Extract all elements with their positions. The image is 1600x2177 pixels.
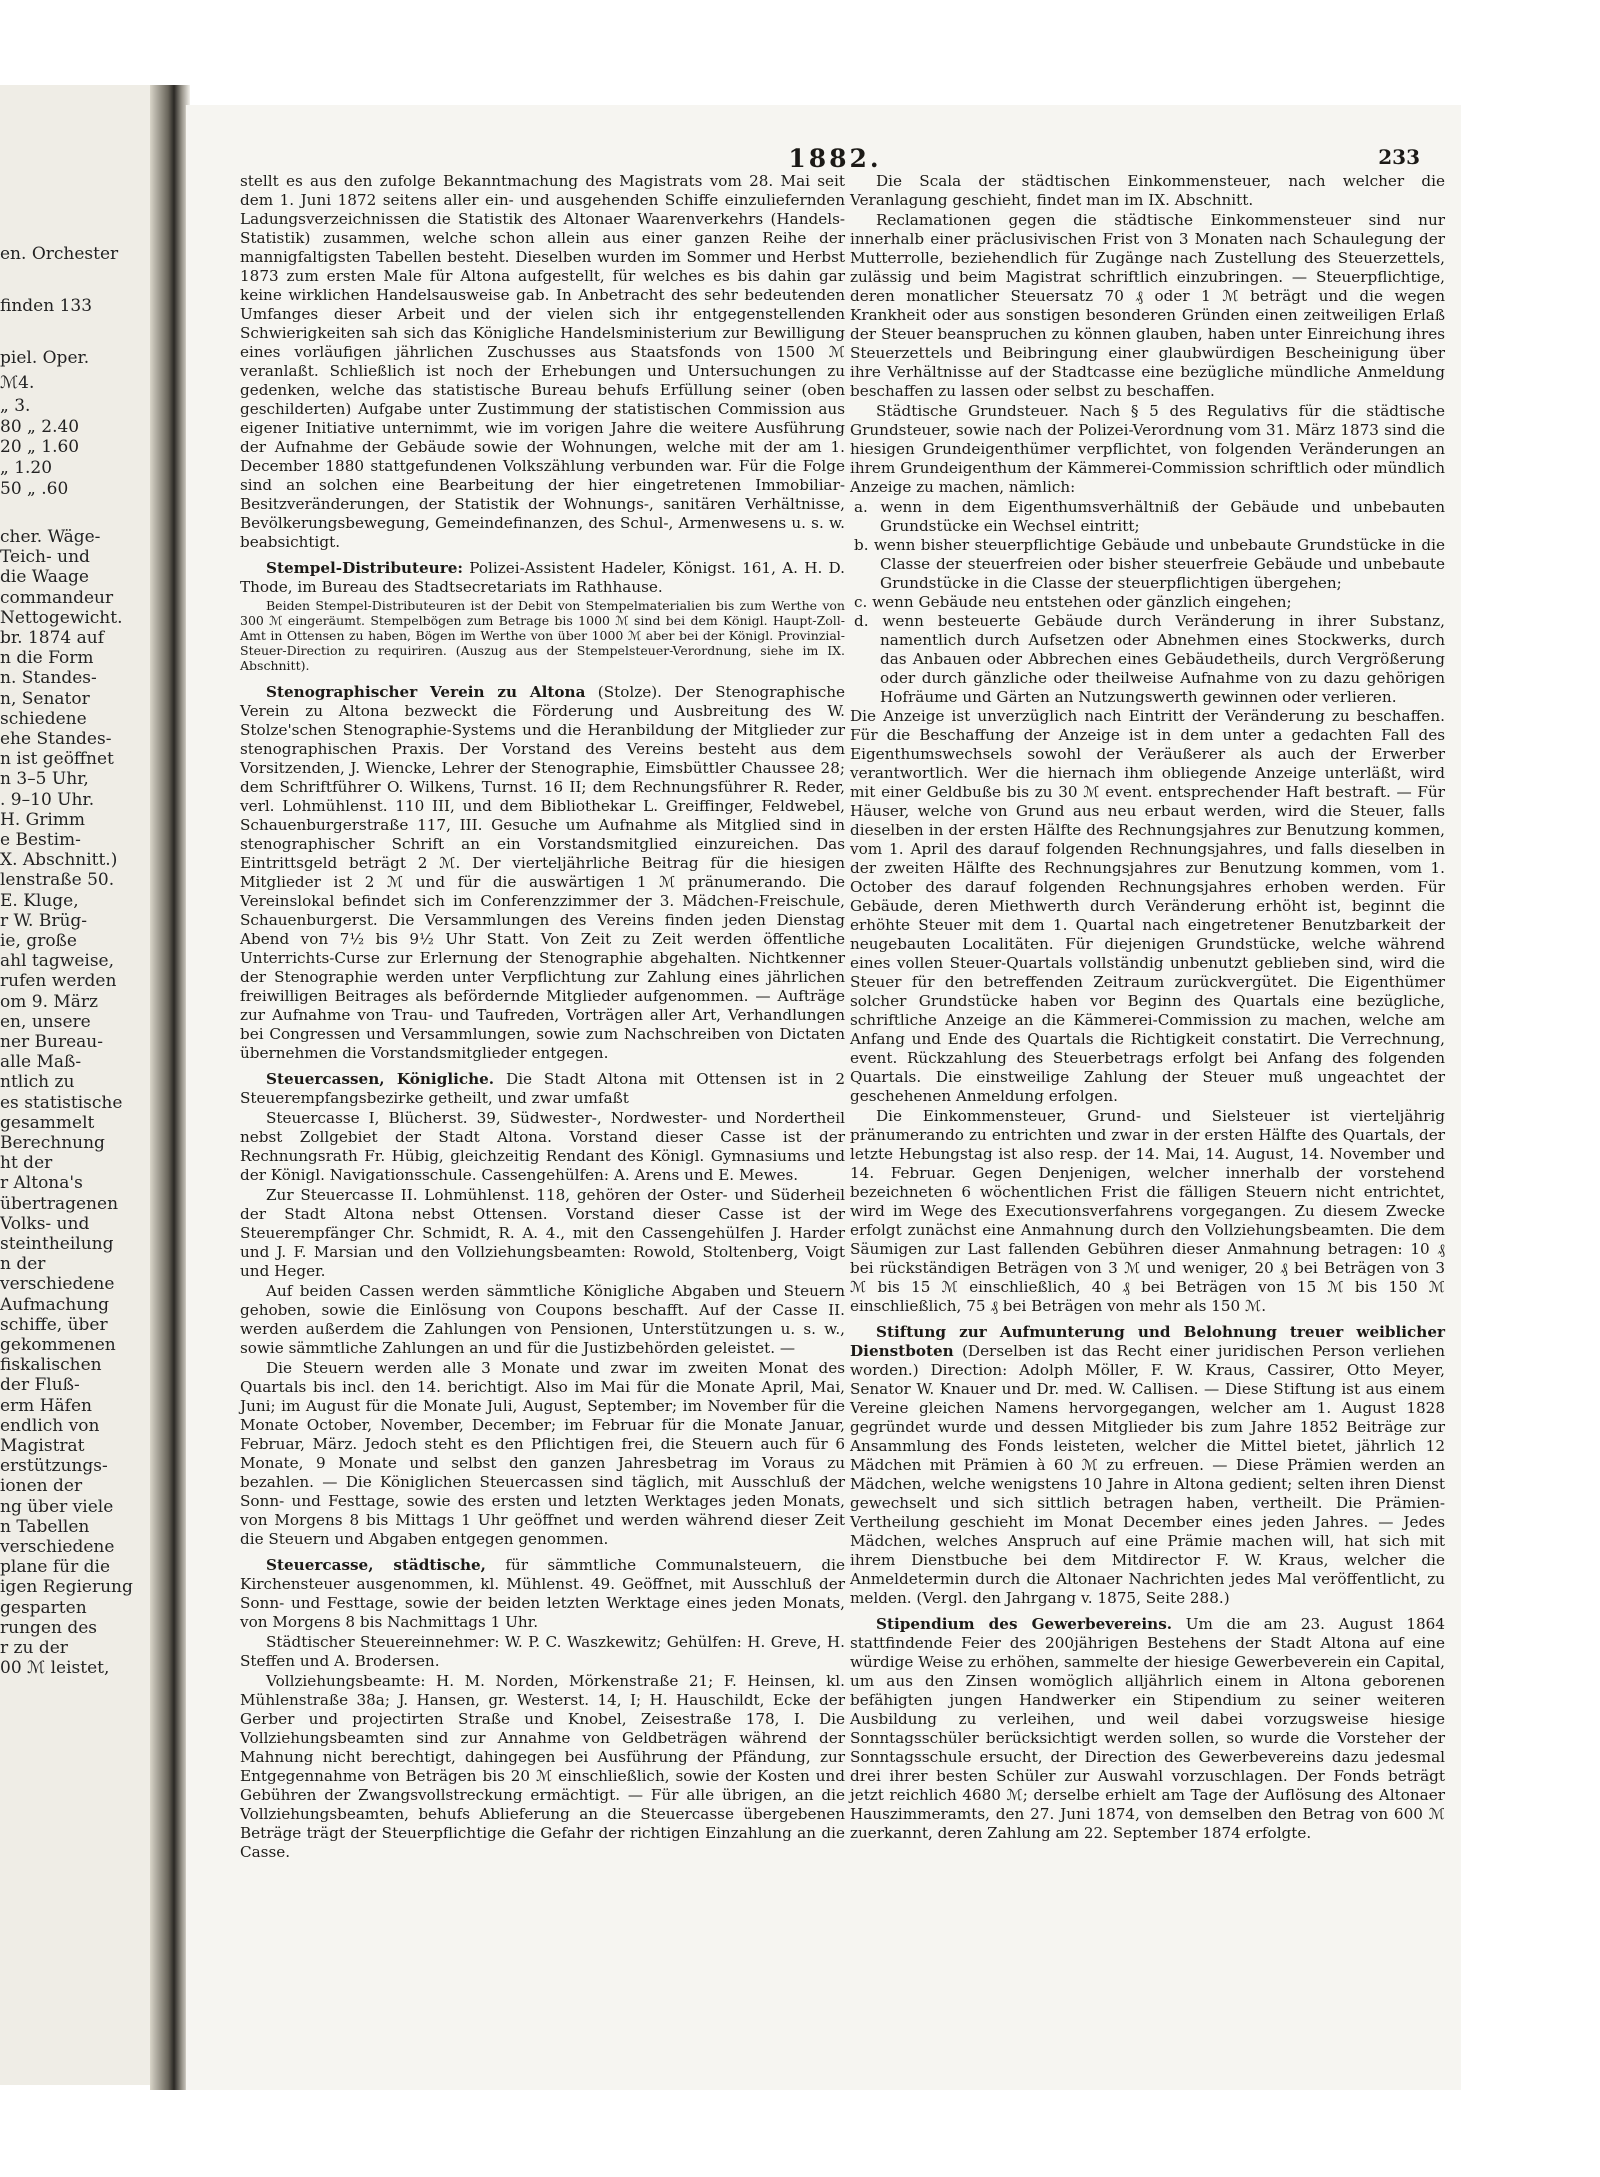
einkommensteuer-paragraph: Die Einkommensteuer, Grund- und Sielsteuer ist vierteljährig pränumerando zu entrichten und zwar in der ersten Hälfte des Quartals, der letzte Hebungstag ist also resp. der 14. Mai, 14. August, 14. November und 14. Februar. Gegen Denjenigen, welcher innerhalb der vorstehend bezeichneten 6 wöchentlichen Frist die fälligen Steuern nicht entrichtet, wird im Wege des Executionsverfahrens vorgegangen. Zu diesem Zwecke erfolgt zunächst eine Anmahnung durch den Vollziehungsbeamten. Die dem Säumigen zur Last fallenden Gebühren dieser Anmahnung betragen: 10 ₰ bei rückständigen Beträgen von 3 ℳ und weniger, 20 ₰ bei Beträgen von 3 ℳ bis 15 ℳ einschließlich, 40 ₰ bei Beträgen von 15 ℳ bis 150 ℳ einschließlich, 75 ₰ bei Beträgen von mehr als 150 ℳ. [850,1107,1445,1315]
prev-page-line: Volks- und [0,1213,90,1234]
list-item: a. wenn in dem Eigenthumsverhältniß der Gebäude und unbebauten Grundstücke ein Wechsel eintritt; [854,498,1445,535]
staedtische-steuercasse-body: für sämmtliche Communalsteuern, die Kirchensteuer ausgenommen, kl. Mühlenst. 49. Geöffnet, mit Ausschluß der Sonn- und Festtage, sowie der beiden letzten Werktage eines jeden Monats, von Morgens 8 bis Nachmittags 1 Uhr. [240,1556,846,1631]
stempel-heading: Stempel-Distributeure: [266,559,463,577]
prev-page-line: gesparten [0,1597,87,1618]
prev-page-line: rufen werden [0,971,117,992]
prev-page-line: lenstraße 50. [0,870,115,891]
scala-paragraph: Die Scala der städtischen Einkommensteuer, nach welcher die Veranlagung geschieht, findet man im IX. Abschnitt. [850,172,1445,209]
prev-page-line: „ 3. [0,396,31,416]
prev-page-line: n der [0,1254,46,1275]
prev-page-line: gekommenen [0,1335,116,1355]
steuercassen-entry [240,1070,845,1108]
page-number: 233 [1378,145,1420,169]
prev-page-line: „ 1.20 [0,458,53,478]
prev-page-line: e Bestim- [0,830,81,850]
prev-page-line: r zu der [0,1638,68,1658]
prev-page-line: verschiedene [0,1274,115,1295]
stiftung-entry [850,1323,1445,1608]
anzeige-paragraph: Die Anzeige ist unverzüglich nach Eintritt der Veränderung zu beschaffen. Für die Beschaffung der Anzeige ist in dem unter a gedachten Fall des Eigenthumswechsels sowohl der Veräußerer als auch der Erwerber verantwortlich. Wer die hiernach ihm obliegende Anzeige unterläßt, wird mit einer Geldbuße bis zu 30 ℳ event. entsprechender Haft bestraft. — Für Häuser, welche von Grund aus neu erbaut werden, wird die Steuer, falls dieselben in der ersten Hälfte des Rechnungsjahres zur Benutzung kommen, vom 1. April des darauf folgenden Rechnungsjahres, und falls dieselben in der zweiten Hälfte des Rechnungsjahres zur Benutzung kommen, vom 1. October des darauf folgenden Rechnungsjahres erhoben werden. Für Gebäude, deren Miethwerth durch Veränderung erhöht ist, beginnt die erhöhte Steuer mit dem 1. Quartal nach eingetretener Benutzbarkeit der neugebauten Localitäten. Für diejenigen Grundstücke, welche während eines vollen Steuer-Quartals vollständig unbenutzt geblieben sind, wird die Steuer für den betreffenden Zeitraum zurückvergütet. Die Eigenthümer solcher Grundstücke haben vor Beginn des Quartals eine bezügliche, schriftliche Anzeige an die Kämmerei-Commission zu machen, welche am Anfang und Ende des Quartals die Richtigkeit constatirt. Die Verrechnung, event. Rückzahlung des Steuerbetrags erfolgt bei Anfang des folgenden Quartals. Die einstweilige Zahlung der Steuer muß ungeachtet der geschehenen Anmeldung erfolgen. [850,707,1445,1105]
prev-page-line: verschiedene [0,1537,115,1557]
stempel-note: Beiden Stempel-Distributeuren ist der Debit von Stempelmaterialien bis zum Werthe von 300 ℳ eingeräumt. Stempelbögen zum Betrage bis 1000 ℳ sind bei dem Königl. Haupt-Zoll-Amt in Ottensen zu haben, Bögen im Werthe von über 1000 ℳ aber bei der Königl. Provinzial-Steuer-Direction zu requiriren. (Auszug aus der Stempelsteuer-Verordnung, siehe im IX. Abschnitt). [240,598,845,673]
prev-page-line: der Fluß- [0,1375,80,1396]
prev-page-line: ntlich zu [0,1072,75,1093]
steno-body: (Stolze). Der Stenographische Verein zu Altona bezweckt die Förderung und Ausbreitung des W. Stolze'schen Stenographie-Systems und die Heranbildung der Mitglieder zur stenographischen Praxis. Der Vorstand des Vereins besteht aus dem Vorsitzenden, J. Wiencke, Lehrer der Stenographie, Eimsbüttler Chaussee 28; dem Schriftführer O. Wilkens, Turnst. 16 II; dem Rechnungsführer R. Reder, verl. Lohmühlenst. 110 III, und dem Bibliothekar L. Greiffinger, Feldwebel, Schauenburgerstraße 117, III. Gesuche um Aufnahme als Mitglied sind in stenographischer Schrift an ein Vorstandsmitglied einzureichen. Das Eintrittsgeld beträgt 2 ℳ. Der vierteljährliche Beitrag für die hiesigen Mitglieder ist 2 ℳ und für die auswärtigen 1 ℳ pränumerando. Die Vereinslokal befindet sich im Conferenzzimmer der 3. Mädchen-Freischule, Schauenburgerst. Die Versammlungen des Vereins finden jeden Dienstag Abend von 7½ bis 9½ Uhr Statt. Von Zeit zu Zeit werden öffentliche Unterrichts-Curse zur Erlernung der Stenographie abgehalten. Nichtkenner der Stenographie werden unter Verpflichtung zur Zahlung eines jährlichen freiwilligen Beitrages als befördernde Mitglieder aufgenommen. — Aufträge zur Aufnahme von Trau- und Taufreden, Vorträgen aller Art, Verhandlungen bei Congressen und Versammlungen, sowie zum Nachschreiben von Dictaten übernehmen die Vorstandsmitglieder entgegen. [240,683,845,1062]
prev-page-line: . 9–10 Uhr. [0,789,95,810]
list-item: c. wenn Gebäude neu entstehen oder gänzlich eingehen; [854,593,1292,611]
staedtische-steuercasse-entry [240,1556,845,1632]
prev-page-line: igen Regierung [0,1577,133,1598]
prev-page-line: 20 „ 1.60 [0,437,80,457]
prev-page-line: steintheilung [0,1234,114,1254]
prev-page-line: erm Häfen [0,1395,92,1416]
list-item: d. wenn besteuerte Gebäude durch Veränderung in ihrer Substanz, namentlich durch Aufsetzen oder Abnehmen eines Stockwerks, durch das Anbauen oder Abbrechen eines Gebäudetheils, durch Vergrößerung oder durch gänzliche oder theilweise Aufnahme von zu dazu gehörigen Hofräume und Gärten an Nutzungswerth gewinnen oder verlieren. [854,612,1445,706]
prev-page-line: n die Form [0,648,94,669]
stipendium-entry [850,1615,1445,1843]
prev-page-line: gesammelt [0,1112,95,1133]
steuercasse-schedule: Die Steuern werden alle 3 Monate und zwar im zweiten Monat des Quartals bis incl. den 14. berichtigt. Also im Mai für die Monate April, Mai, Juni; im August für die Monate Juli, August, September; im November für die Monate October, November, December; im Februar für die Monate Januar, Februar, März. Jedoch steht es den Pflichtigen frei, die Steuern auch für 6 Monate, 9 Monate und selbst den ganzen Jahresbetrag im Voraus zu bezahlen. — Die Königlichen Steuercassen sind täglich, mit Ausschluß der Sonn- und Festtage, sowie des ersten und letzten Werktages jeden Monats, von Morgens 8 bis Mittags 1 Uhr geöffnet und werden während dieser Zeit die Steuern und Abgaben entgegen genommen. [240,1359,845,1548]
prev-page-line: ht der [0,1153,53,1174]
grundsteuer-paragraph: Städtische Grundsteuer. Nach § 5 des Regulativs für die städtische Grundsteuer, sowie nach der Polizei-Verordnung vom 31. März 1873 sind die hiesigen Grundeigenthümer verpflichtet, von folgenden Veränderungen an ihrem Grundeigenthum der Kämmerei-Commission schriftlich oder mündlich Anzeige zu machen, nämlich: [850,402,1445,496]
prev-page-line: om 9. März [0,991,99,1012]
list-item: b. wenn bisher steuerpflichtige Gebäude und unbebaute Grundstücke in die Classe der steuerfreien oder bisher steuerfreie Gebäude und unbebaute Grundstücke in die Classe der steuerpflichtigen übergehen; [854,536,1445,592]
prev-page-line: 80 „ 2.40 [0,417,80,437]
stempel-body: Polizei-Assistent Hadeler, Königst. 161, A. H. D. Thode, im Bureau des Stadtsecretariats im Rathhause. [240,559,845,596]
prev-page-line: H. Grimm [0,809,86,830]
steno-entry [240,683,845,1063]
prev-page-line: commandeur [0,587,114,608]
prev-page-line: 50 „ .60 [0,479,69,499]
prev-page-line: X. Abschnitt.) [0,850,118,871]
prev-page-line: br. 1874 auf [0,628,104,648]
prev-page-line: schiedene [0,708,87,729]
steuercassen-body: Die Stadt Altona mit Ottensen ist in 2 Steuerempfangsbezirke getheilt, und zwar umfaßt [240,1070,846,1107]
steuercasse-1: Steuercasse I, Blücherst. 39, Südwester-, Nordwester- und Nordertheil nebst Zollgebiet der Stadt Altona. Vorstand dieser Casse ist der Rechnungsrath Fr. Hübig, gleichzeitig Rendant des Königl. Gymnasiums und der Königl. Navigationsschule. Cassengehülfen: A. Arens und E. Mewes. [240,1109,845,1184]
prev-page-line: n Tabellen [0,1516,90,1537]
prev-page-line: E. Kluge, [0,890,79,911]
steuercassen-heading: Steuercassen, Königliche. [266,1070,495,1088]
prev-page-line: n, Senator [0,688,90,709]
prev-page-line: Aufmachung [0,1294,110,1315]
reclamationen-paragraph: Reclamationen gegen die städtische Einkommensteuer sind nur innerhalb einer präclusivischen Frist von 3 Monaten nach Schaulegung der Mutterrolle, beziehendlich für Zugänge nach Zustellung des Steuerzettels, zulässig und beim Magistrat schriftlich einzubringen. — Steuerpflichtige, deren monatlicher Steuersatz 70 ₰ oder 1 ℳ beträgt und die wegen Krankheit oder aus sonstigen besonderen Gründen einen zeitweiligen Erlaß der Steuer beanspruchen zu können glauben, haben unter Einreichung ihres Steuerzettels und Beibringung einer glaubwürdigen Bescheinigung über ihre Verhältnisse auf der Stadtcasse eine bezügliche mündliche Anmeldung beschaffen zu lassen oder selbst zu beschaffen. [850,211,1445,400]
stipendium-body: Um die am 23. August 1864 stattfindende Feier des 200jährigen Bestehens der Stadt Altona auf eine würdige Weise zu erhöhen, sammelte der hiesige Gewerbeverein ein Capital, um aus den Zinsen womöglich alljährlich einem in Altona geborenen befähigten jungen Handwerker ein Stipendium zu seiner weiteren Ausbildung zu verleihen, und weil dabei vorzugsweise hiesige Sonntagsschüler berücksichtigt werden sollen, so wurde die Vorsteher der Sonntagsschule ersucht, der Direction des Gewerbevereins dazu jedesmal drei ihrer besten Schüler zur Auswahl vorzuschlagen. Der Fonds beträgt jetzt reichlich 4680 ℳ; derselbe erhielt am Tage der Auflösung des Altonaer Hauszimmeramts, den 27. Juni 1874, von demselben den Betrag von 600 ℳ zuerkannt, deren Zahlung am 22. September 1874 erfolgte. [850,1615,1445,1842]
prev-page-line: en. Orchester [0,244,119,264]
left-column [240,172,845,1863]
prev-page-line: schiffe, über [0,1314,108,1335]
prev-page-line: piel. Oper. [0,348,90,368]
previous-page-fragment [0,85,168,2085]
right-column [850,172,1445,1844]
prev-page-line: ionen der [0,1476,83,1497]
prev-page-line: n. Standes- [0,668,97,689]
prev-page-line: cher. Wäge- [0,527,101,547]
prev-page-line: endlich von [0,1415,100,1436]
stiftung-heading: Stiftung zur Aufmunterung und Belohnung treuer weiblicher Dienstboten [850,1323,1445,1360]
stempel-entry [240,559,845,597]
steuercasse-collection: Auf beiden Cassen werden sämmtliche Königliche Abgaben und Steuern gehoben, sowie die Einlösung von Coupons beschafft. Auf der Casse II. werden außerdem die Zahlungen von Pensionen, Unterstützungen u. s. w., sowie sämmtliche Zahlungen an und für die Justizbehörden geleistet. — [240,1282,845,1357]
stiftung-body: (Derselben ist das Recht einer juridischen Person verliehen worden.) Direction: Adolph Möller, F. W. Kraus, Cassirer, Otto Meyer, Senator W. Knauer und Dr. med. W. Callisen. — Diese Stiftung ist aus einem Vereine gleichen Namens hervorgegangen, welcher am 1. August 1828 gegründet wurde und dessen Mitglieder bis zum Jahre 1852 Beiträge zur Ansammlung des Fonds leisteten, welcher die Mittel bietet, jährlich 12 Mädchen mit Prämien à 60 ℳ zu erfreuen. — Diese Prämien werden an Mädchen, welche wenigstens 10 Jahre in Altona gedient; selten ihren Dienst gewechselt und sich sittlich betragen haben, vertheilt. Die Prämien-Vertheilung geschieht im Monat December eines jeden Jahres. — Jedes Mädchen, welches Anspruch auf eine Prämie machen will, hat sich mit ihrem Dienstbuche bei dem Mitdirector F. W. Kraus, welcher die Anmeldetermin durch die Altonaer Nachrichten jedes Mal veröffentlicht, zu melden. (Vergl. den Jahrgang v. 1875, Seite 288.) [850,1342,1445,1607]
prev-page-line: ng über viele [0,1496,114,1517]
steuercasse-2: Zur Steuercasse II. Lohmühlenst. 118, gehören der Oster- und Süderheil der Stadt Altona nebst Ottensen. Vorstand dieser Casse ist der Steuerempfänger Chr. Schmidt, R. A. 4., mit den Cassengehülfen J. Harder und J. F. Marsian und den Vollziehungsbeamten: Rowold, Stoltenberg, Voigt und Heger. [240,1186,845,1280]
prev-page-line: Nettogewicht. [0,607,123,628]
prev-page-line: r Altona's [0,1173,83,1194]
prev-page-line: finden 133 [0,296,93,316]
prev-page-line: ahl tagweise, [0,951,115,972]
prev-page-line: r W. Brüg- [0,910,88,931]
steuereinnehmer: Städtischer Steuereinnehmer: W. P. C. Waszkewitz; Gehülfen: H. Greve, H. Steffen und A. Brodersen. [240,1633,845,1670]
stipendium-heading: Stipendium des Gewerbevereins. [876,1615,1173,1633]
prev-page-line: ner Bureau- [0,1032,103,1052]
book-gutter [150,85,190,2090]
vollziehungsbeamte: Vollziehungsbeamte: H. M. Norden, Mörkenstraße 21; F. Heinsen, kl. Mühlenstraße 38a; J. Hansen, gr. Westerst. 14, I; H. Hauschildt, Ecke der Gerber und projectirten Straße und Knobel, Zeisestraße 178, I. Die Vollziehungsbeamten sind zur Annahme von Geldbeträgen während der Mahnung nicht berechtigt, dahingegen bei Ausführung der Pfändung, zur Entgegennahme von Beträgen bis 20 ℳ einschließlich, sowie der Kosten und Gebühren der Zwangsvollstreckung ermächtigt. — Für alle übrigen, an die Vollziehungsbeamten, behufs Ablieferung an die Steuercasse übergebenen Beträge trägt der Steuerpflichtige die Gefahr der richtigen Einzahlung an die Casse. [240,1672,845,1861]
prev-page-line: rungen des [0,1617,97,1638]
prev-page-line: 00 ℳ leistet, [0,1658,110,1679]
prev-page-line: en, unsere [0,1011,91,1032]
prev-page-line: Magistrat [0,1436,85,1456]
prev-page-line: die Waage [0,567,89,588]
prev-page-line: ie, große [0,931,77,951]
prev-page-line: n ist geöffnet [0,749,114,770]
prev-page-line: alle Maß- [0,1052,82,1073]
prev-page-line: ℳ4. [0,373,35,393]
steno-heading: Stenographischer Verein zu Altona [266,683,586,701]
prev-page-line: fiskalischen [0,1355,102,1376]
staedtische-steuercasse-heading: Steuercasse, städtische, [266,1556,486,1574]
prev-page-line: übertragenen [0,1193,119,1214]
prev-page-line: ehe Standes- [0,729,112,749]
prev-page-line: plane für die [0,1557,111,1578]
prev-page-line: Berechnung [0,1133,105,1153]
page-year-header: 1882. [788,144,882,173]
prev-page-line: Teich- und [0,547,90,568]
prev-page-line: es statistische [0,1092,123,1113]
prev-page-line: erstützungs- [0,1456,108,1477]
prev-page-line: n 3–5 Uhr, [0,769,89,790]
grundsteuer-list [850,498,1445,707]
statistics-paragraph: stellt es aus den zufolge Bekanntmachung des Magistrats vom 28. Mai seit dem 1. Juni 1872 seitens aller ein- und ausgehenden Schiffe einzuliefernden Ladungsverzeichnissen die Statistik des Altonaer Waarenverkehrs (Handels-Statistik) zusammen, welche schon allein aus einer ganzen Reihe der mannigfaltigsten Tabellen besteht. Dieselben wurden im Sommer und Herbst 1873 zum ersten Male für Altona aufgestellt, für welches es bis dahin gar keine wirklichen Handelsausweise gab. In Anbetracht des sehr bedeutenden Umfanges dieser Arbeit und der vielen sich ihr entgegenstellenden Schwierigkeiten sah sich das Königliche Handelsministerium zur Bewilligung eines vorläufigen jährlichen Zuschusses aus Staatsfonds von 1500 ℳ veranlaßt. Schließlich ist noch der Erhebungen und Untersuchungen zu gedenken, welche das statistische Bureau behufs Erfüllung seiner (oben geschilderten) Aufgabe unter Zustimmung der statistischen Commission aus eigener Initiative unternimmt, wie im vorigen Jahre die weitere Ausführung der Aufnahme der Gebäude sowie der Wohnungen, welche mit der am 1. December 1880 stattgefundenen Volkszählung verbunden war. Für die Folge sind an solchen eine Bearbeitung der hier eingetretenen Immobiliar-Besitzveränderungen, der Statistik der Wohnungs-, sanitären Verhältnisse, Bevölkerungsbewegung, Gemeindefinanzen, des Schul-, Armenwesens u. s. w. beabsichtigt. [240,172,845,551]
